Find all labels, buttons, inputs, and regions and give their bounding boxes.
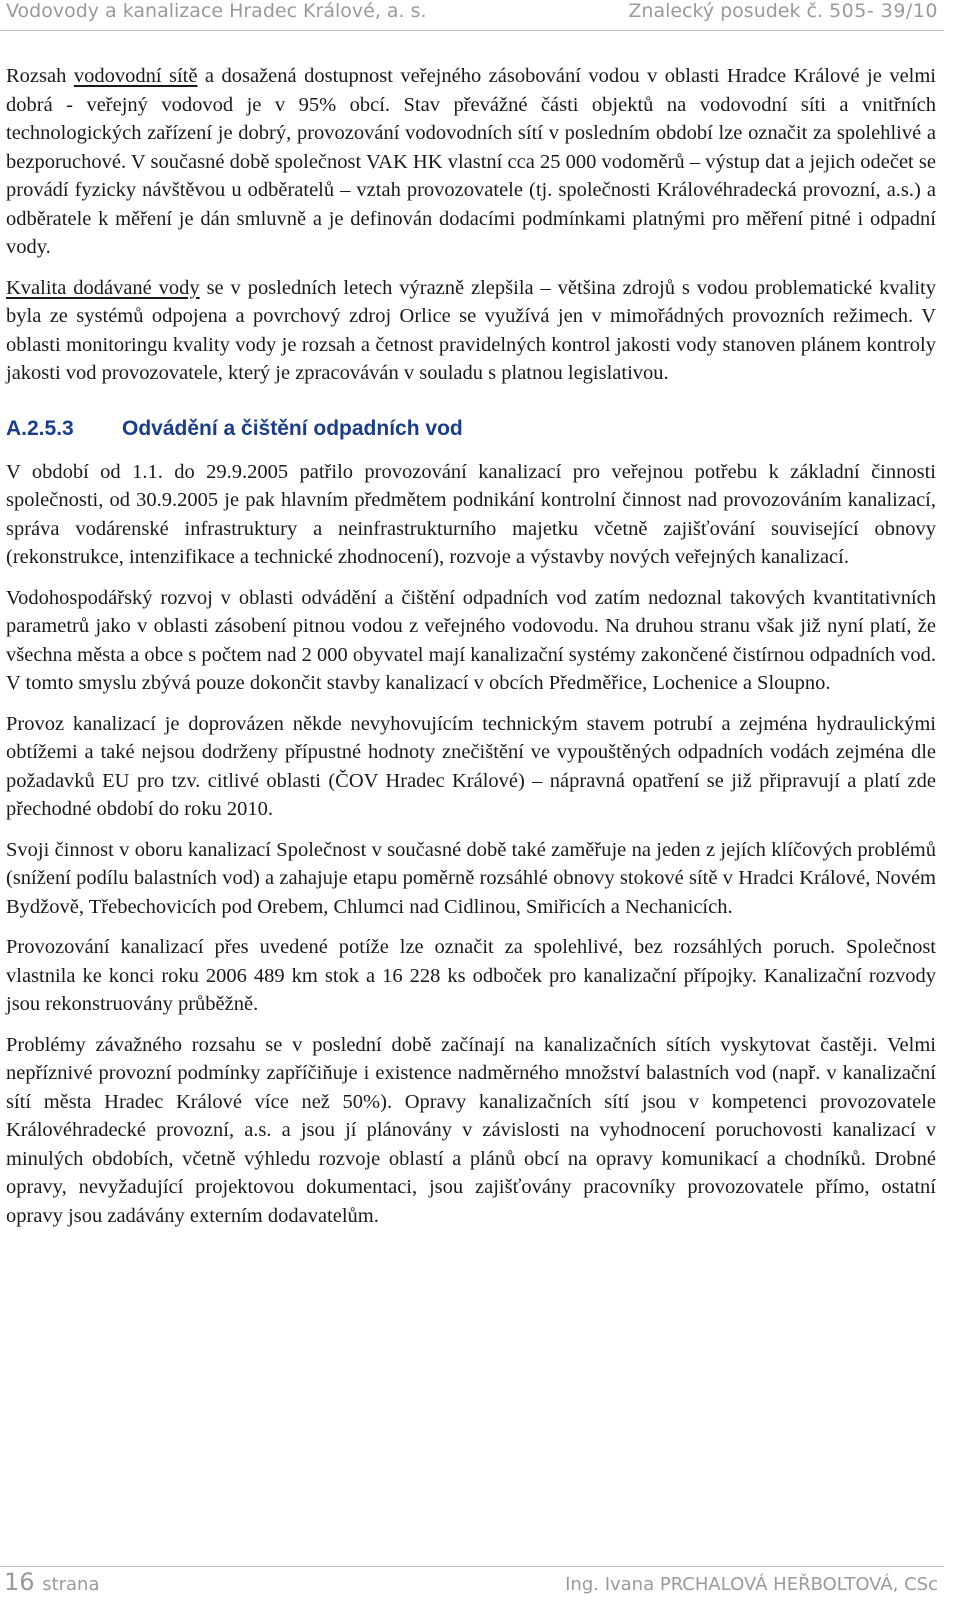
section-number: A.2.5.3	[6, 417, 74, 441]
paragraph-lead: Rozsah	[6, 65, 74, 87]
header-report-label: Znalecký posudek č.	[628, 0, 824, 22]
header-report-id	[628, 0, 938, 22]
paragraph-renewal: Svoji činnost v oboru kanalizací Společnost v současné době také zaměřuje na jeden z jejích klíčových problémů (snížení podílu balastních vod) a zahajuje etapu poměrně rozsáhlé obnovy stokové sítě v Hradci Králové, Novém Bydžově, Třebechovicích pod Orebem, Chlumci nad Cidlinou, Smiřicích a Nechanicích.	[6, 838, 936, 918]
section-title: Odvádění a čištění odpadních vod	[122, 417, 463, 441]
footer-divider	[0, 1566, 944, 1567]
page-word: strana	[42, 1574, 100, 1595]
term-water-network: vodovodní sítě	[73, 65, 198, 87]
header-report-number: 505- 39/10	[829, 0, 938, 22]
header-company: Vodovody a kanalizace Hradec Králové, a. s.	[6, 0, 427, 22]
section-heading	[6, 416, 936, 444]
footer-author: Ing. Ivana PRCHALOVÁ HEŘBOLTOVÁ, CSc	[565, 1574, 938, 1595]
document-body	[6, 62, 936, 1242]
page-header	[6, 0, 938, 28]
paragraph-reliability: Provozování kanalizací přes uvedené potíže lze označit za spolehlivé, bez rozsáhlých poruch. Společnost vlastnila ke konci roku 2006 489 km stok a 16 228 ks odboček pro kanalizační přípojky. Kanalizační rozvody jsou rekonstruovány průběžně.	[6, 936, 936, 1015]
page-number-label	[4, 1568, 100, 1596]
header-divider	[0, 30, 944, 31]
paragraph-text: se v posledních letech výrazně zlepšila – většina zdrojů s vodou problematické kvality byla ze systémů odpojena a povrchový zdroj Orlice se využívá jen v mimořádných provozních režimech. V oblasti monitoringu kvality vody je rozsah a četnost pravidelných kontrol jakosti vody stanoven plánem kontroly jakosti vod provozovatele, který je zpracováván v souladu s platnou legislativou.	[6, 276, 937, 384]
paragraph-development: Vodohospodářský rozvoj v oblasti odvádění a čištění odpadních vod zatím nedoznal takových kvantitativních parametrů jako v oblasti zásobení pitnou vodou z veřejného vodovodu. Na druhou stranu však již nyní platí, že všechna města a obce s počtem nad 2 000 obyvatel mají kanalizační systémy zakončené čistírnou odpadních vod. V tomto smyslu zbývá pouze dokončit stavby kanalizací v obcích Předměřice, Lochenice a Sloupno.	[6, 586, 936, 694]
paragraph-operation-issues: Provoz kanalizací je doprovázen někde nevyhovujícím technickým stavem potrubí a zejména hydraulickými obtížemi a také nejsou dodrženy přípustné hodnoty znečištění ve vypouštěných odpadních vodách zejména dle požadavků EU pro tzv. citlivé oblasti (ČOV Hradec Králové) – nápravná opatření se již připravují a platí zde přechodné období do roku 2010.	[6, 712, 936, 820]
page-footer	[4, 1568, 938, 1604]
paragraph-water-quality	[6, 274, 936, 388]
paragraph-problems: Problémy závažného rozsahu se v poslední době začínají na kanalizačních sítích vyskytovat častěji. Velmi nepříznivé provozní podmínky zapříčiňuje i existence nadměrného množství balastních vod (např. v kanalizační sítí města Hradec Králové více než 50%). Opravy kanalizačních sítí jsou v kompetenci provozovatele Královéhradecké provozní, a.s. a jsou jí plánovány v závislosti na vyhodnocení poruchovosti kanalizací v minulých obdobích, včetně výhledu rozvoje oblastí a plánů obcí na opravy komunikací a chodníků. Drobné opravy, nevyžadující projektovou dokumentaci, jsou zajišťovány pracovníky provozovatele přímo, ostatní opravy jsou zadávány externím dodavatelům.	[6, 1033, 936, 1227]
term-water-quality: Kvalita dodávané vody	[6, 276, 200, 299]
paragraph-water-network	[6, 62, 936, 262]
paragraph-text: a dosažená dostupnost veřejného zásobování vodou v oblasti Hradce Králové je velmi dobrá - veřejný vodovod je v 95% obcí. Stav převážné části objektů na vodovodní síti a vnitřních technologických zařízení je dobrý, provozování vodovodních sítí v posledním období lze označit za spolehlivé a bezporuchové. V současné době společnost VAK HK vlastní cca 25 000 vodoměrů – výstup dat a jejich odečet se provádí fyzicky návštěvou u odběratelů – vztah provozovatele (tj. společnosti Královéhradecká provozní, a.s.) a odběratele k měření je dán smluvně a je definován dodacími podmínkami platnými pro měření pitné i odpadní vody.	[6, 65, 937, 258]
paragraph-sewer-operation: V období od 1.1. do 29.9.2005 patřilo provozování kanalizací pro veřejnou potřebu k základní činnosti společnosti, od 30.9.2005 je pak hlavním předmětem podnikání kontrolní činnost nad provozováním kanalizací, správa vodárenské infrastruktury a neinfrastrukturního majetku včetně zajišťování související obnovy (rekonstrukce, intenzifikace a technické zhodnocení), rozvoje a výstavby nových veřejných kanalizací.	[6, 460, 936, 568]
page-number: 16	[4, 1568, 35, 1596]
